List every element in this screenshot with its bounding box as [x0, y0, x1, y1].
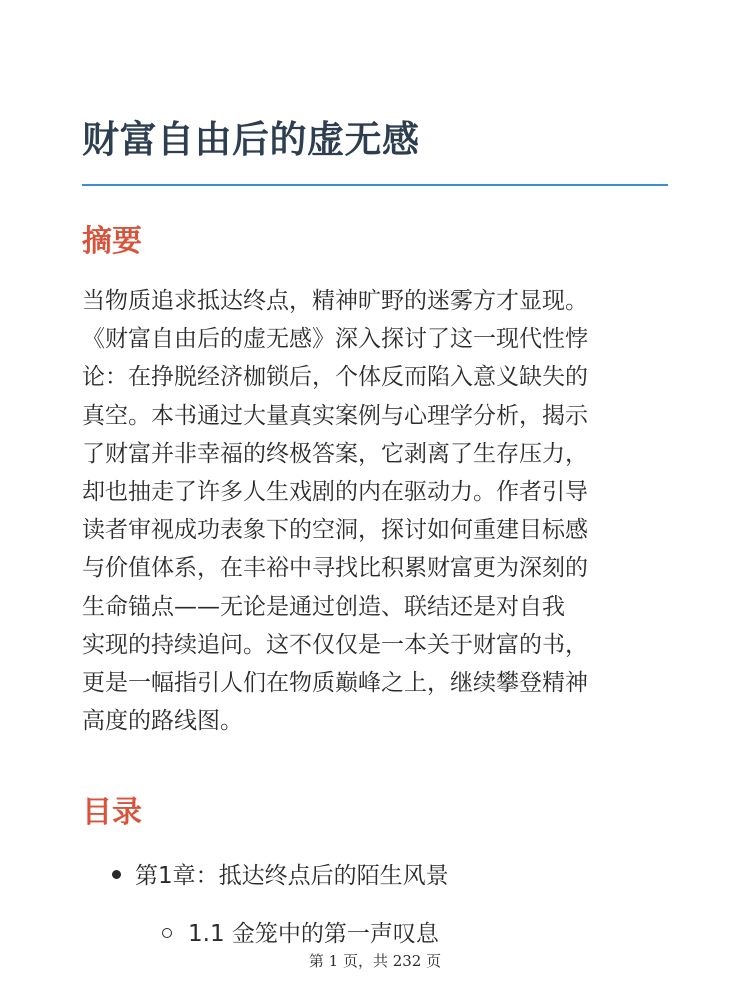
toc-chapter-1-label: 第1章：抵达终点后的陌生风景 [135, 863, 449, 889]
toc-section-1-1-label: 1.1 金笼中的第一声叹息 [188, 921, 439, 947]
abstract-line: 《财富自由后的虚无感》深入探讨了这一现代性悖 [82, 326, 588, 353]
abstract-line: 却也抽走了许多人生戏剧的内在驱动力。作者引导 [82, 478, 588, 505]
bullet-disc-icon [112, 870, 121, 879]
abstract-line: 真空。本书通过大量真实案例与心理学分析，揭示 [82, 402, 588, 429]
abstract-line: 读者审视成功表象下的空洞，探讨如何重建目标感 [82, 517, 588, 544]
toc-chapter-1[interactable] [112, 858, 449, 894]
page-footer: 第 1 页，共 232 页 [308, 952, 442, 970]
abstract-paragraph [82, 282, 668, 740]
toc-heading: 目录 [82, 795, 142, 830]
abstract-line: 更是一幅指引人们在物质巅峰之上，继续攀登精神 [82, 669, 588, 696]
document-title: 财富自由后的虚无感 [82, 118, 420, 161]
title-divider [82, 184, 668, 186]
abstract-line: 生命锚点——无论是通过创造、联结还是对自我 [82, 593, 565, 620]
abstract-line: 当物质追求抵达终点，精神旷野的迷雾方才显现。 [82, 288, 588, 314]
abstract-line: 了财富并非幸福的终极答案，它剥离了生存压力， [82, 440, 588, 467]
bullet-circle-icon [162, 928, 172, 938]
abstract-line: 与价值体系，在丰裕中寻找比积累财富更为深刻的 [82, 555, 588, 582]
abstract-line: 实现的持续追问。这不仅仅是一本关于财富的书， [82, 631, 588, 658]
toc-section-1-1[interactable] [162, 916, 439, 952]
abstract-heading: 摘要 [82, 224, 142, 259]
abstract-line: 高度的路线图。 [82, 708, 243, 735]
abstract-line: 论：在挣脱经济枷锁后，个体反而陷入意义缺失的 [82, 364, 588, 391]
